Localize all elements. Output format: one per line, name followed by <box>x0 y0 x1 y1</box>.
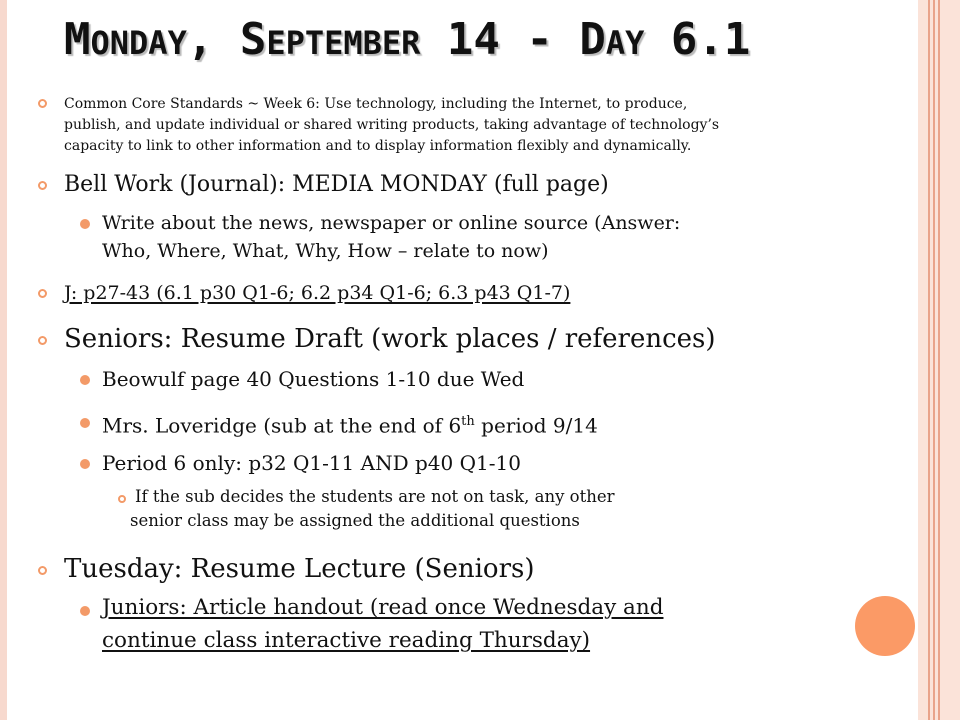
seniors-task: Mrs. Loveridge (sub at the end of 6th period 9/14 <box>102 413 598 438</box>
title-segment: AY <box>605 24 645 62</box>
seniors-task: Period 6 only: p32 Q1-11 AND p40 Q1-10 <box>102 451 521 475</box>
title-segment: ONDAY <box>90 24 187 62</box>
band-line <box>933 0 935 720</box>
juniors-link-line[interactable]: continue class interactive reading Thursday) <box>102 628 591 653</box>
title-segment: 14 - <box>420 14 580 65</box>
bullet-ring-icon <box>38 289 47 298</box>
right-decorative-band <box>918 0 960 720</box>
bullet-dot-icon <box>80 219 90 229</box>
title-segment: 6.1 <box>644 14 751 65</box>
title-segment: S <box>239 14 267 65</box>
tuesday-heading: Tuesday: Resume Lecture (Seniors) <box>64 554 535 584</box>
decorative-orange-circle <box>855 596 915 656</box>
bullet-dot-icon <box>80 418 90 428</box>
seniors-heading: Seniors: Resume Draft (work places / references) <box>64 324 716 354</box>
bullet-ring-icon <box>118 495 126 503</box>
standards-line: Common Core Standards ~ Week 6: Use technology, including the Internet, to produce, <box>64 96 688 112</box>
bullet-ring-icon <box>38 336 47 345</box>
bullet-dot-icon <box>80 606 90 616</box>
bullet-dot-icon <box>80 375 90 385</box>
journal-assignment-link[interactable]: J: p27-43 (6.1 p30 Q1-6; 6.2 p34 Q1-6; 6.3 p43 Q1-7) <box>64 282 571 304</box>
seniors-task: Beowulf page 40 Questions 1-10 due Wed <box>102 367 525 391</box>
bell-work-detail-line: Write about the news, newspaper or online source (Answer: <box>102 212 681 234</box>
title-segment: M <box>64 14 91 65</box>
sub-note-line: senior class may be assigned the additional questions <box>130 511 580 530</box>
band-line <box>938 0 940 720</box>
title-segment: EPTEMBER <box>266 24 421 62</box>
slide-title <box>64 14 904 65</box>
bullet-dot-icon <box>80 459 90 469</box>
title-segment: D <box>579 14 606 65</box>
band-line <box>928 0 930 720</box>
juniors-link-line[interactable]: Juniors: Article handout (read once Wednesday and <box>102 595 664 620</box>
standards-line: capacity to link to other information and to display information flexibly and dynamically. <box>64 138 692 154</box>
standards-line: publish, and update individual or shared writing products, taking advantage of technology’s <box>64 117 720 133</box>
bullet-ring-icon <box>38 566 47 575</box>
sub-note-line: If the sub decides the students are not on task, any other <box>135 487 615 506</box>
bell-work-heading: Bell Work (Journal): MEDIA MONDAY (full page) <box>64 172 609 197</box>
bell-work-detail-line: Who, Where, What, Why, How – relate to now) <box>102 240 549 262</box>
bullet-ring-icon <box>38 181 47 190</box>
left-border-stripe <box>0 0 7 720</box>
bullet-ring-icon <box>38 99 47 108</box>
title-segment: , <box>186 14 240 65</box>
